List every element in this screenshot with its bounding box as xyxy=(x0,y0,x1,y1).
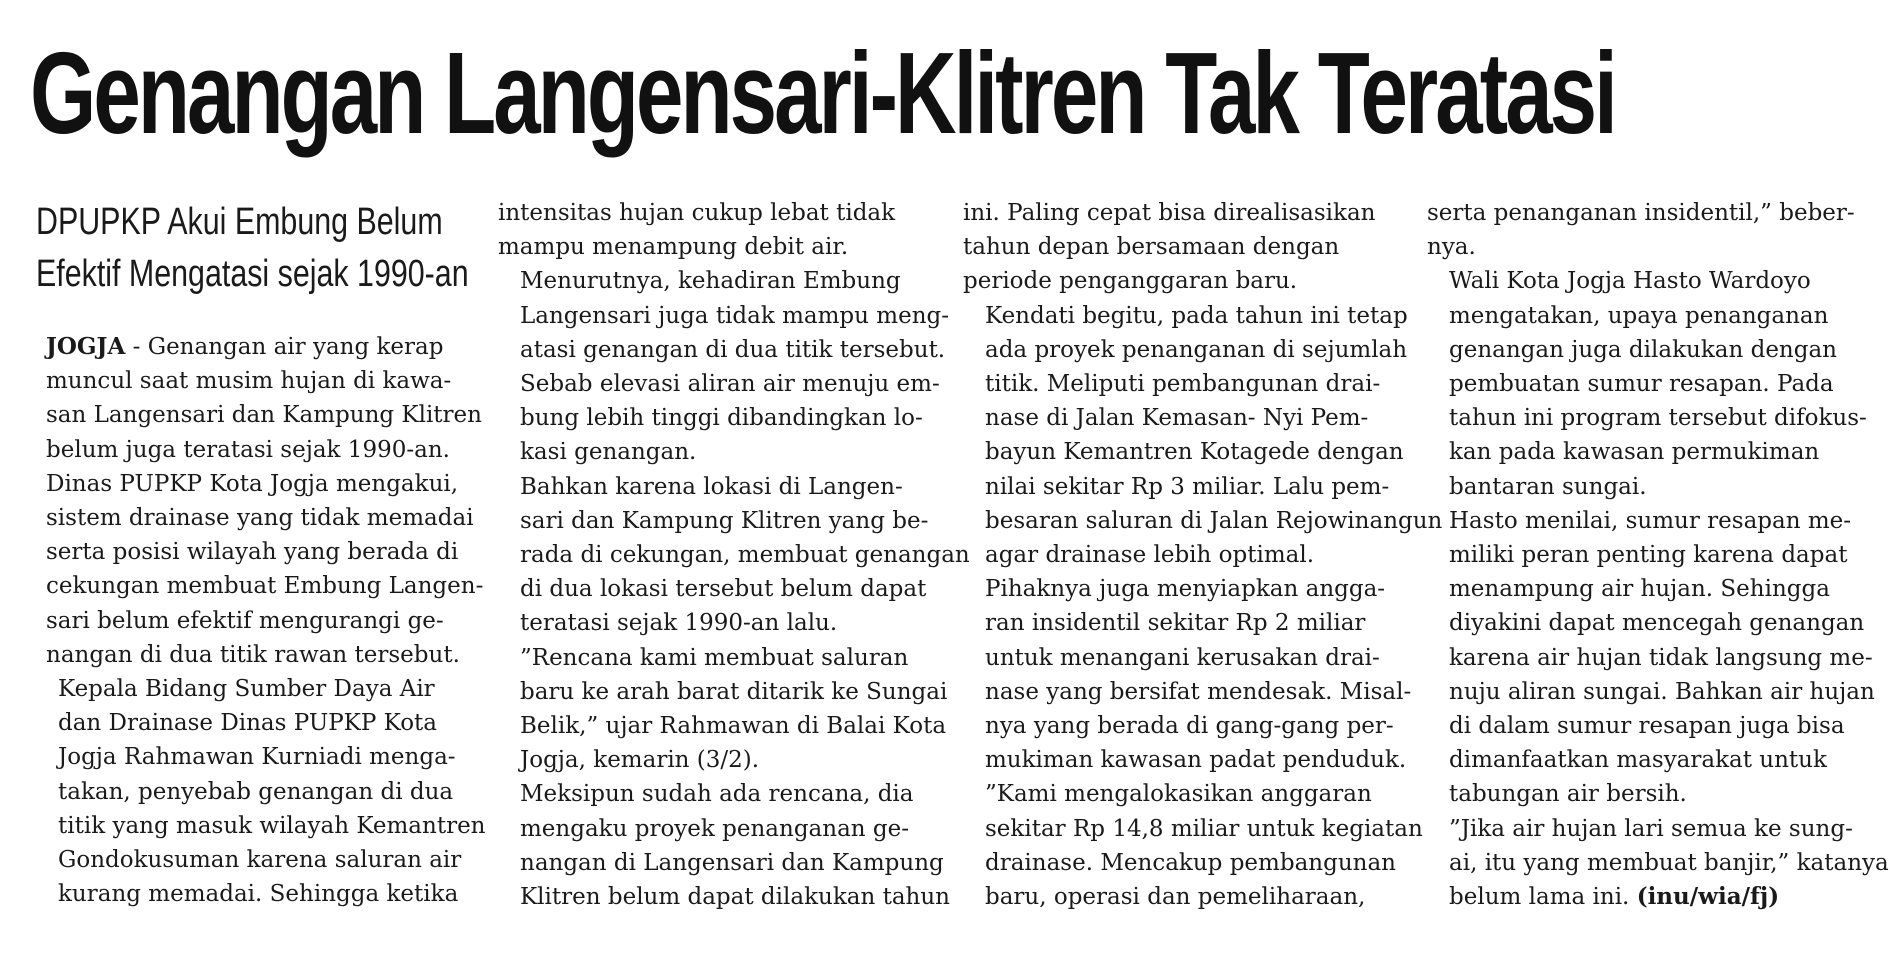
text-line: Wali Kota Jogja Hasto Wardoyo xyxy=(1449,268,1811,295)
text-line: ini. Paling cepat bisa direalisasikan xyxy=(963,200,1376,226)
text-line: serta penanganan insidentil,” beber- xyxy=(1427,200,1855,226)
text-line: agar drainase lebih optimal. xyxy=(985,542,1315,569)
article-paragraph xyxy=(498,777,950,914)
text-line: Hasto menilai, sumur resapan me- xyxy=(1449,507,1852,534)
text-line: besaran saluran di Jalan Rejowinangun xyxy=(985,507,1443,534)
article-paragraph xyxy=(963,572,1412,777)
text-line: sekitar Rp 14,8 miliar untuk kegiatan xyxy=(985,815,1423,842)
article-column-4 xyxy=(1427,196,1889,914)
text-line: menampung air hujan. Sehingga xyxy=(1449,576,1830,603)
text-line: atasi genangan di dua titik tersebut. xyxy=(520,336,946,363)
text-line xyxy=(36,330,468,364)
text-line: ”Kami mengalokasikan anggaran xyxy=(985,781,1372,808)
text-line: nase di Jalan Kemasan- Nyi Pem- xyxy=(985,405,1369,432)
text-line: tahun ini program tersebut difokus- xyxy=(1449,405,1867,432)
author-credit: (inu/wia/fj) xyxy=(1636,883,1780,911)
text-line: takan, penyebab genangan di dua xyxy=(58,778,454,805)
text-line xyxy=(1427,880,1859,914)
text-line: periode penganggaran baru. xyxy=(963,268,1298,295)
text-line: diyakini dapat mencegah genangan xyxy=(1449,610,1865,637)
article-paragraph xyxy=(498,196,930,264)
text-line: nya yang berada di gang-gang per- xyxy=(985,713,1394,740)
text-line: nangan di Langensari dan Kampung xyxy=(520,849,944,876)
text-line: baru ke arah barat ditarik ke Sungai xyxy=(520,678,948,705)
text-line: Gondokusuman karena saluran air xyxy=(58,847,462,874)
subheadline xyxy=(36,196,469,300)
text-line: nangan di dua titik rawan tersebut. xyxy=(46,641,460,668)
text-line: ai, itu yang membuat banjir,” katanya xyxy=(1449,849,1889,876)
text-line: miliki peran penting karena dapat xyxy=(1449,542,1848,569)
text-line: Pihaknya juga menyiapkan angga- xyxy=(985,576,1386,603)
text-line: Dinas PUPKP Kota Jogja mengakui, xyxy=(46,470,459,497)
text-line: san Langensari dan Kampung Klitren xyxy=(46,402,482,429)
text-fragment: - Genangan air yang kerap xyxy=(125,334,444,360)
text-line: mengaku proyek penanganan ge- xyxy=(520,815,910,842)
article-paragraph xyxy=(963,299,1443,573)
text-line: Meksipun sudah ada rencana, dia xyxy=(520,781,914,808)
text-line: Klitren belum dapat dilakukan tahun xyxy=(520,884,950,911)
text-line: Kepala Bidang Sumber Daya Air xyxy=(58,676,435,703)
text-line: Kendati begitu, pada tahun ini tetap xyxy=(985,302,1408,329)
text-line: intensitas hujan cukup lebat tidak xyxy=(498,200,896,226)
text-line: Belik,” ujar Rahmawan di Balai Kota xyxy=(520,713,947,740)
text-line: kurang memadai. Sehingga ketika xyxy=(58,881,459,908)
text-line: Menurutnya, kehadiran Embung xyxy=(520,268,901,295)
article-paragraph xyxy=(36,330,484,672)
text-line: serta posisi wilayah yang berada di xyxy=(46,539,459,566)
text-line: sari dan Kampung Klitren yang be- xyxy=(520,507,929,534)
text-line: kasi genangan. xyxy=(520,439,697,466)
text-line: pembuatan sumur resapan. Pada xyxy=(1449,371,1834,398)
article-paragraph xyxy=(963,777,1423,914)
text-line: ”Rencana kami membuat saluran xyxy=(520,644,909,671)
article-paragraph xyxy=(1427,504,1875,812)
text-line: bung lebih tinggi dibandingkan lo- xyxy=(520,405,923,432)
text-line: nya. xyxy=(1427,234,1476,261)
article-paragraph xyxy=(1427,196,1859,264)
text-line: mengatakan, upaya penanganan xyxy=(1449,302,1829,329)
text-line: titik yang masuk wilayah Kemantren xyxy=(58,812,486,839)
text-line: kan pada kawasan permukiman xyxy=(1449,439,1820,466)
text-fragment: belum lama ini. xyxy=(1449,884,1637,911)
text-line: muncul saat musim hujan di kawa- xyxy=(46,368,452,395)
text-line: sari belum efektif mengurangi ge- xyxy=(46,607,444,634)
dateline: JOGJA xyxy=(46,333,126,360)
article-column-1 xyxy=(36,330,486,911)
article-paragraph xyxy=(498,470,970,641)
text-line: mukiman kawasan padat penduduk. xyxy=(985,747,1407,774)
text-line: di dua lokasi tersebut belum dapat xyxy=(520,576,927,603)
text-line: drainase. Mencakup pembangunan xyxy=(985,849,1396,876)
text-line: baru, operasi dan pemeliharaan, xyxy=(985,884,1366,911)
article-paragraph xyxy=(498,641,948,778)
article-column-3 xyxy=(963,196,1443,914)
text-line: Sebab elevasi aliran air menuju em- xyxy=(520,371,940,398)
article-paragraph xyxy=(1427,264,1867,503)
text-line: sistem drainase yang tidak memadai xyxy=(46,505,474,532)
text-line: nase yang bersifat mendesak. Misal- xyxy=(985,678,1412,705)
text-line: Jogja Rahmawan Kurniadi menga- xyxy=(58,744,456,771)
article-paragraph xyxy=(1427,812,1889,915)
text-line: teratasi sejak 1990-an lalu. xyxy=(520,610,838,637)
subheadline-line: Efektif Mengatasi sejak 1990-an xyxy=(36,253,469,295)
article-paragraph xyxy=(498,264,950,469)
article-paragraph xyxy=(36,672,486,911)
text-line: untuk menangani kerusakan drai- xyxy=(985,644,1380,671)
text-line: Jogja, kemarin (3/2). xyxy=(520,747,760,774)
article-column-2 xyxy=(498,196,970,914)
text-line: ran insidentil sekitar Rp 2 miliar xyxy=(985,610,1366,637)
subheadline-line: DPUPKP Akui Embung Belum xyxy=(36,201,443,243)
text-line: cekungan membuat Embung Langen- xyxy=(46,573,484,600)
text-line: dimanfaatkan masyarakat untuk xyxy=(1449,747,1827,774)
text-line: di dalam sumur resapan juga bisa xyxy=(1449,713,1845,740)
text-line: titik. Meliputi pembangunan drai- xyxy=(985,371,1381,398)
text-line: nuju aliran sungai. Bahkan air hujan xyxy=(1449,678,1875,705)
text-line: bantaran sungai. xyxy=(1449,473,1647,500)
text-line: bayun Kemantren Kotagede dengan xyxy=(985,439,1404,466)
text-line: ada proyek penanganan di sejumlah xyxy=(985,336,1408,363)
text-line: genangan juga dilakukan dengan xyxy=(1449,336,1837,363)
text-line: tahun depan bersamaan dengan xyxy=(963,234,1340,261)
headline: Genangan Langensari-Klitren Tak Teratasi xyxy=(30,28,1615,158)
article-paragraph xyxy=(963,196,1395,299)
text-line: Bahkan karena lokasi di Langen- xyxy=(520,473,903,500)
text-line: nilai sekitar Rp 3 miliar. Lalu pem- xyxy=(985,473,1390,500)
text-line: karena air hujan tidak langsung me- xyxy=(1449,644,1873,671)
text-line: tabungan air bersih. xyxy=(1449,781,1687,808)
text-line: belum juga teratasi sejak 1990-an. xyxy=(46,436,450,463)
text-line: dan Drainase Dinas PUPKP Kota xyxy=(58,710,438,737)
text-line: Langensari juga tidak mampu meng- xyxy=(520,302,950,329)
text-line: ”Jika air hujan lari semua ke sung- xyxy=(1449,815,1853,842)
text-line: mampu menampung debit air. xyxy=(498,234,849,261)
text-line: rada di cekungan, membuat genangan xyxy=(520,542,970,569)
